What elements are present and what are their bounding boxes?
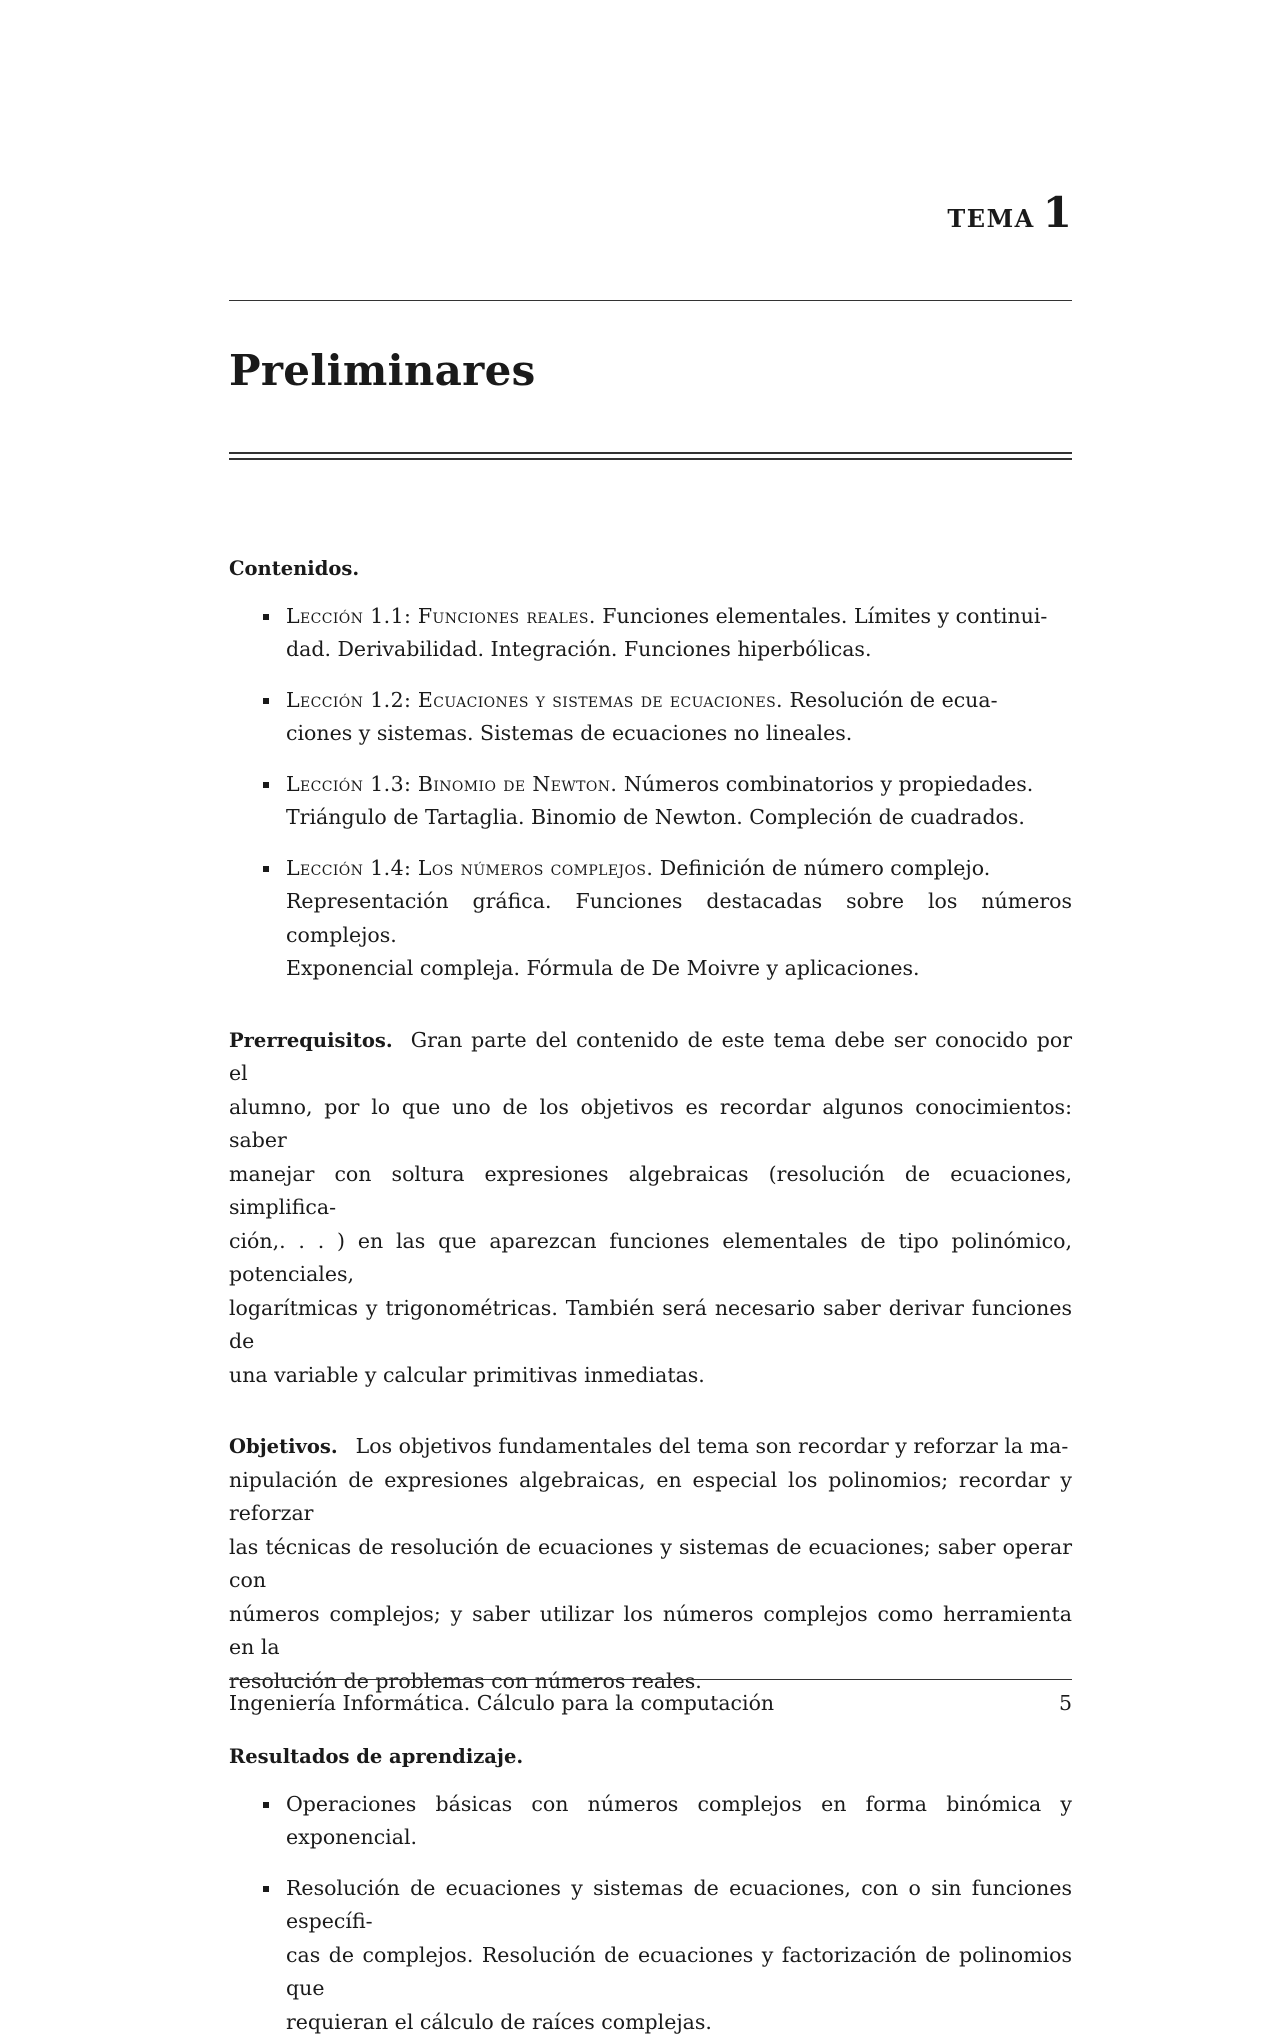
objetivos-heading: Objetivos. xyxy=(229,1435,338,1458)
prerrequisitos-paragraph xyxy=(229,1024,1072,1393)
lesson-label: Lección 1.3: xyxy=(286,772,411,796)
double-rule xyxy=(229,452,1072,460)
lesson-topic: Binomio de Newton. xyxy=(418,772,617,796)
para-line: ción,. . . ) en las que aparezcan funciones elementales de tipo polinómico, potenciales, xyxy=(229,1225,1072,1292)
double-rule-upper xyxy=(229,452,1072,454)
bullet-square-icon xyxy=(263,698,269,704)
lesson-text: Definición de número complejo. xyxy=(660,856,990,880)
para-line: alumno, por lo que uno de los objetivos es recordar algunos conocimientos: saber xyxy=(229,1091,1072,1158)
lesson-topic: Funciones reales. xyxy=(418,604,596,628)
page-number: 5 xyxy=(1059,1688,1072,1718)
item-line: cas de complejos. Resolución de ecuaciones y factorización de polinomios que xyxy=(286,1939,1072,2006)
item-line xyxy=(286,768,1072,802)
lesson-text: Resolución de ecua- xyxy=(790,688,998,712)
resultados-list xyxy=(229,1788,1072,2039)
objetivos-paragraph xyxy=(229,1430,1072,1698)
lesson-label: Lección 1.2: xyxy=(286,688,411,712)
item-line: ciones y sistemas. Sistemas de ecuaciones no lineales. xyxy=(286,717,1072,751)
chapter-label xyxy=(947,192,1072,234)
para-line xyxy=(229,1430,1072,1464)
bullet-square-icon xyxy=(263,614,269,620)
chapter-label-text: TEMA xyxy=(947,204,1034,233)
para-text: Gran parte del contenido de este tema debe ser conocido por el xyxy=(229,1028,1072,1086)
para-line: las técnicas de resolución de ecuaciones y sistemas de ecuaciones; saber operar con xyxy=(229,1531,1072,1598)
chapter-number: 1 xyxy=(1043,188,1072,237)
footer-title: Ingeniería Informática. Cálculo para la computación xyxy=(229,1691,774,1715)
top-rule xyxy=(229,300,1072,301)
item-line: Resolución de ecuaciones y sistemas de ecuaciones, con o sin funciones específi- xyxy=(286,1872,1072,1939)
para-line: resolución de problemas con números reales. xyxy=(229,1665,1072,1699)
para-line: nipulación de expresiones algebraicas, en especial los polinomios; recordar y reforzar xyxy=(229,1464,1072,1531)
item-line xyxy=(286,600,1072,634)
bullet-square-icon xyxy=(263,782,269,788)
para-text: Los objetivos fundamentales del tema son recordar y reforzar la ma- xyxy=(356,1434,1069,1458)
lesson-label: Lección 1.1: xyxy=(286,604,411,628)
item-line: requieran el cálculo de raíces complejas. xyxy=(286,2006,1072,2039)
list-item xyxy=(229,1788,1072,1855)
lesson-text: Números combinatorios y propiedades. xyxy=(624,772,1033,796)
para-line: números complejos; y saber utilizar los números complejos como herramienta en la xyxy=(229,1598,1072,1665)
item-line: dad. Derivabilidad. Integración. Funciones hiperbólicas. xyxy=(286,633,1072,667)
lesson-label: Lección 1.4: xyxy=(286,856,411,880)
item-line xyxy=(286,852,1072,886)
bullet-square-icon xyxy=(263,1886,269,1892)
double-rule-lower xyxy=(229,458,1072,460)
item-line: Representación gráfica. Funciones destacadas sobre los números complejos. xyxy=(286,885,1072,952)
item-line xyxy=(286,684,1072,718)
bullet-square-icon xyxy=(263,1802,269,1808)
chapter-title: Preliminares xyxy=(229,346,536,395)
list-item xyxy=(229,852,1072,986)
list-item xyxy=(229,1872,1072,2039)
bullet-square-icon xyxy=(263,866,269,872)
para-line: manejar con soltura expresiones algebraicas (resolución de ecuaciones, simplifica- xyxy=(229,1158,1072,1225)
prerrequisitos-heading: Prerrequisitos. xyxy=(229,1029,393,1052)
footer-rule xyxy=(229,1679,1072,1680)
page-footer xyxy=(229,1688,1072,1718)
item-line: Operaciones básicas con números complejos en forma binómica y exponencial. xyxy=(286,1788,1072,1855)
lesson-text: Funciones elementales. Límites y continui- xyxy=(602,604,1047,628)
item-line: Triángulo de Tartaglia. Binomio de Newton. Compleción de cuadrados. xyxy=(286,801,1072,835)
contenidos-list xyxy=(229,600,1072,986)
para-line: logarítmicas y trigonométricas. También será necesario saber derivar funciones de xyxy=(229,1292,1072,1359)
item-line: Exponencial compleja. Fórmula de De Moivre y aplicaciones. xyxy=(286,952,1072,986)
list-item xyxy=(229,768,1072,835)
chapter-content xyxy=(229,552,1072,2039)
resultados-heading: Resultados de aprendizaje. xyxy=(229,1740,1072,1774)
list-item xyxy=(229,684,1072,751)
contenidos-heading: Contenidos. xyxy=(229,552,1072,586)
list-item xyxy=(229,600,1072,667)
para-line xyxy=(229,1024,1072,1091)
lesson-topic: Los números complejos. xyxy=(418,856,653,880)
para-line: una variable y calcular primitivas inmediatas. xyxy=(229,1359,1072,1393)
lesson-topic: Ecuaciones y sistemas de ecuaciones. xyxy=(418,688,783,712)
